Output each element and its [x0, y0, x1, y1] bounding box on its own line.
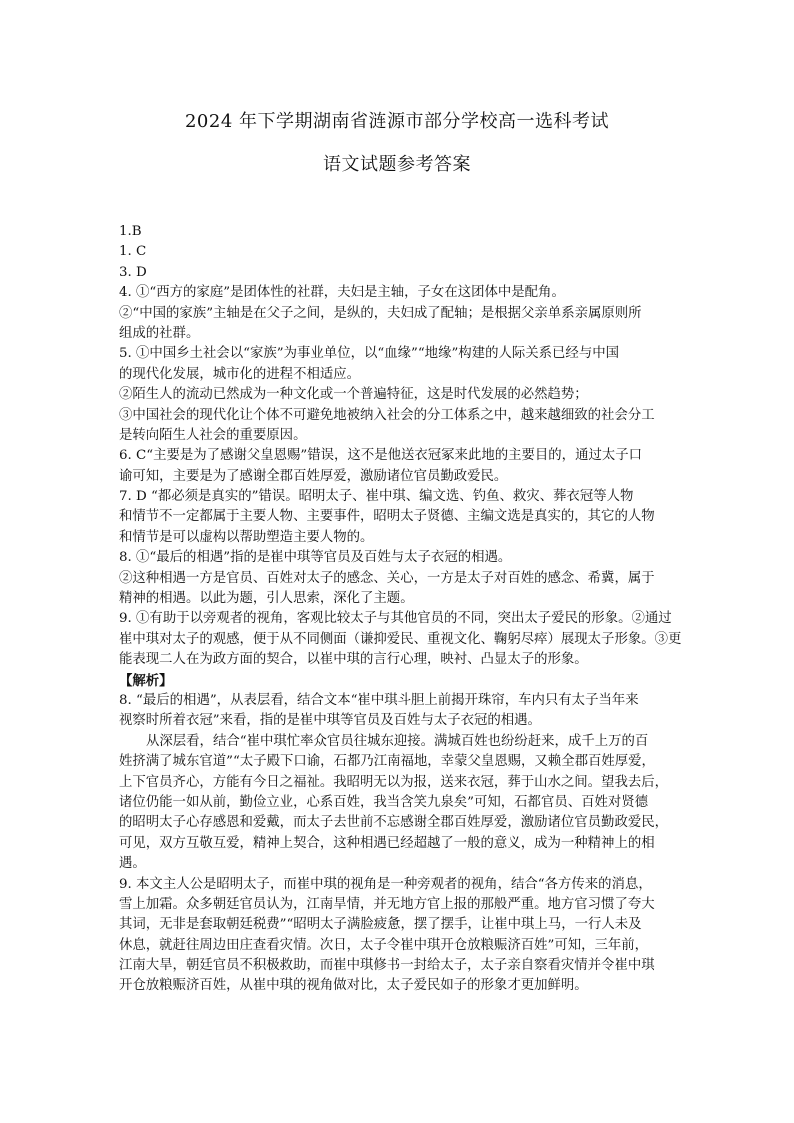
answer-line: 8. “最后的相遇”，从表层看，结合文本“崔中琪斗胆上前揭开珠帘，车内只有太子当年来	[119, 692, 639, 708]
answer-line: 可见，双方互敬互爱，精神上契合，这种相遇已经超越了一般的意义，成为一种精神上的相	[119, 835, 655, 851]
answer-line: 休息，就赶往周边田庄查看灾情。次日，太子令崔中琪开仓放粮赈济百姓”可知，三年前，	[119, 937, 649, 953]
answer-line: 9. ①有助于以旁观者的视角，客观比较太子与其他官员的不同，突出太子爱民的形象。②通过	[119, 611, 672, 627]
answer-line: 1. C	[119, 244, 147, 260]
answer-line: 3. D	[119, 264, 147, 280]
answer-line: 组成的社群。	[119, 325, 200, 341]
answer-line: 崔中琪对太子的观感，便于从不同侧面（谦抑爱民、重视文化、鞠躬尽瘁）展现太子形象。③更	[119, 631, 682, 647]
answer-line: 视察时所着衣冠”来看，指的是崔中琪等官员及百姓与太子衣冠的相遇。	[119, 713, 541, 729]
answer-line: 能表现二人在为政方面的契合，以崔中琪的言行心理，映衬、凸显太子的形象。	[119, 652, 588, 668]
answer-line: 6. C“主要是为了感谢父皇恩赐”错误，这不是他送衣冠冢来此地的主要目的，通过太子口	[119, 448, 643, 464]
answer-line: 谕可知，主要是为了感谢全郡百姓厚爱，激励诸位官员勤政爱民。	[119, 468, 508, 484]
answer-line: 姓挤满了城东官道”“太子殿下口谕，石都乃江南福地，幸蒙父皇恩赐，又赖全郡百姓厚爱，	[119, 754, 655, 770]
answer-line: 4. ①“西方的家庭”是团体性的社群，夫妇是主轴，子女在这团体中是配角。	[119, 285, 565, 301]
answer-line: 9. 本文主人公是昭明太子，而崔中琪的视角是一种旁观者的视角，结合“各方传来的消息，	[119, 876, 652, 892]
answer-line: 是转向陌生人社会的重要原因。	[119, 427, 307, 443]
answer-line: 江南大旱，朝廷官员不积极救助，而崔中琪修书一封给太子，太子亲自察看灾情并令崔中琪	[119, 958, 655, 974]
exam-subtitle: 语文试题参考答案	[323, 154, 471, 175]
answer-line: 的现代化发展，城市化的进程不相适应。	[119, 366, 361, 382]
answer-line: 8. ①“最后的相遇”指的是崔中琪等官员及百姓与太子衣冠的相遇。	[119, 550, 512, 566]
answer-line: ②“中国的家族”主轴是在父子之间，是纵的，夫妇成了配轴；是根据父亲单系亲属原则所	[119, 305, 642, 321]
answer-body	[119, 222, 685, 997]
answer-line: 5. ①中国乡土社会以“家族”为事业单位，以“血缘”“地缘”构建的人际关系已经与中国	[119, 346, 619, 362]
answer-line: ②陌生人的流动已然成为一种文化或一个普遍特征，这是时代发展的必然趋势；	[119, 387, 588, 403]
answer-line: 上下官员齐心，方能有今日之福祉。我昭明无以为报，送来衣冠，葬于山水之间。望我去后，	[119, 774, 669, 790]
answer-line: 遇。	[119, 856, 146, 872]
answer-line: ③中国社会的现代化让个体不可避免地被纳入社会的分工体系之中，越来越细致的社会分工	[119, 407, 655, 423]
answer-line: 雪上加霜。众多朝廷官员认为，江南旱情，并无地方官上报的那般严重。地方官习惯了夸大	[119, 896, 655, 912]
answer-line: 其词，无非是套取朝廷税费”“昭明太子满脸疲惫，摆了摆手，让崔中琪上马，一行人未及	[119, 917, 642, 933]
exam-title: 2024 年下学期湖南省涟源市部分学校高一选科考试	[184, 111, 610, 132]
answer-line: 精神的相遇。以此为题，引人思索，深化了主题。	[119, 591, 414, 607]
answer-line: 开仓放粮赈济百姓，从崔中琪的视角做对比，太子爱民如子的形象才更加鲜明。	[119, 978, 588, 994]
answer-line: 和情节不一定都属于主要人物、主要事件，昭明太子贤德、主编文选是真实的，其它的人物	[119, 509, 655, 525]
answer-line: 从深层看，结合“崔中琪忙率众官员往城东迎接。满城百姓也纷纷赶来，成千上万的百	[146, 733, 649, 749]
answer-line: 和情节是可以虚构以帮助塑造主要人物的。	[119, 529, 374, 545]
answer-line: 7. D “都必须是真实的”错误。昭明太子、崔中琪、编文选、钓鱼、救灾、葬衣冠等人物	[119, 489, 634, 505]
answer-line: 诸位仍能一如从前，勤俭立业，心系百姓，我当含笑九泉矣”可知，石都官员、百姓对贤德	[119, 794, 649, 810]
analysis-heading: 【解析】	[119, 672, 173, 689]
answer-line: 的昭明太子心存感恩和爱戴，而太子去世前不忘感谢全郡百姓厚爱，激励诸位官员勤政爱民，	[119, 815, 669, 831]
answer-line: 1.B	[119, 224, 142, 239]
answer-line: ②这种相遇一方是官员、百姓对太子的感念、关心，一方是太子对百姓的感念、希冀，属于	[119, 570, 655, 586]
